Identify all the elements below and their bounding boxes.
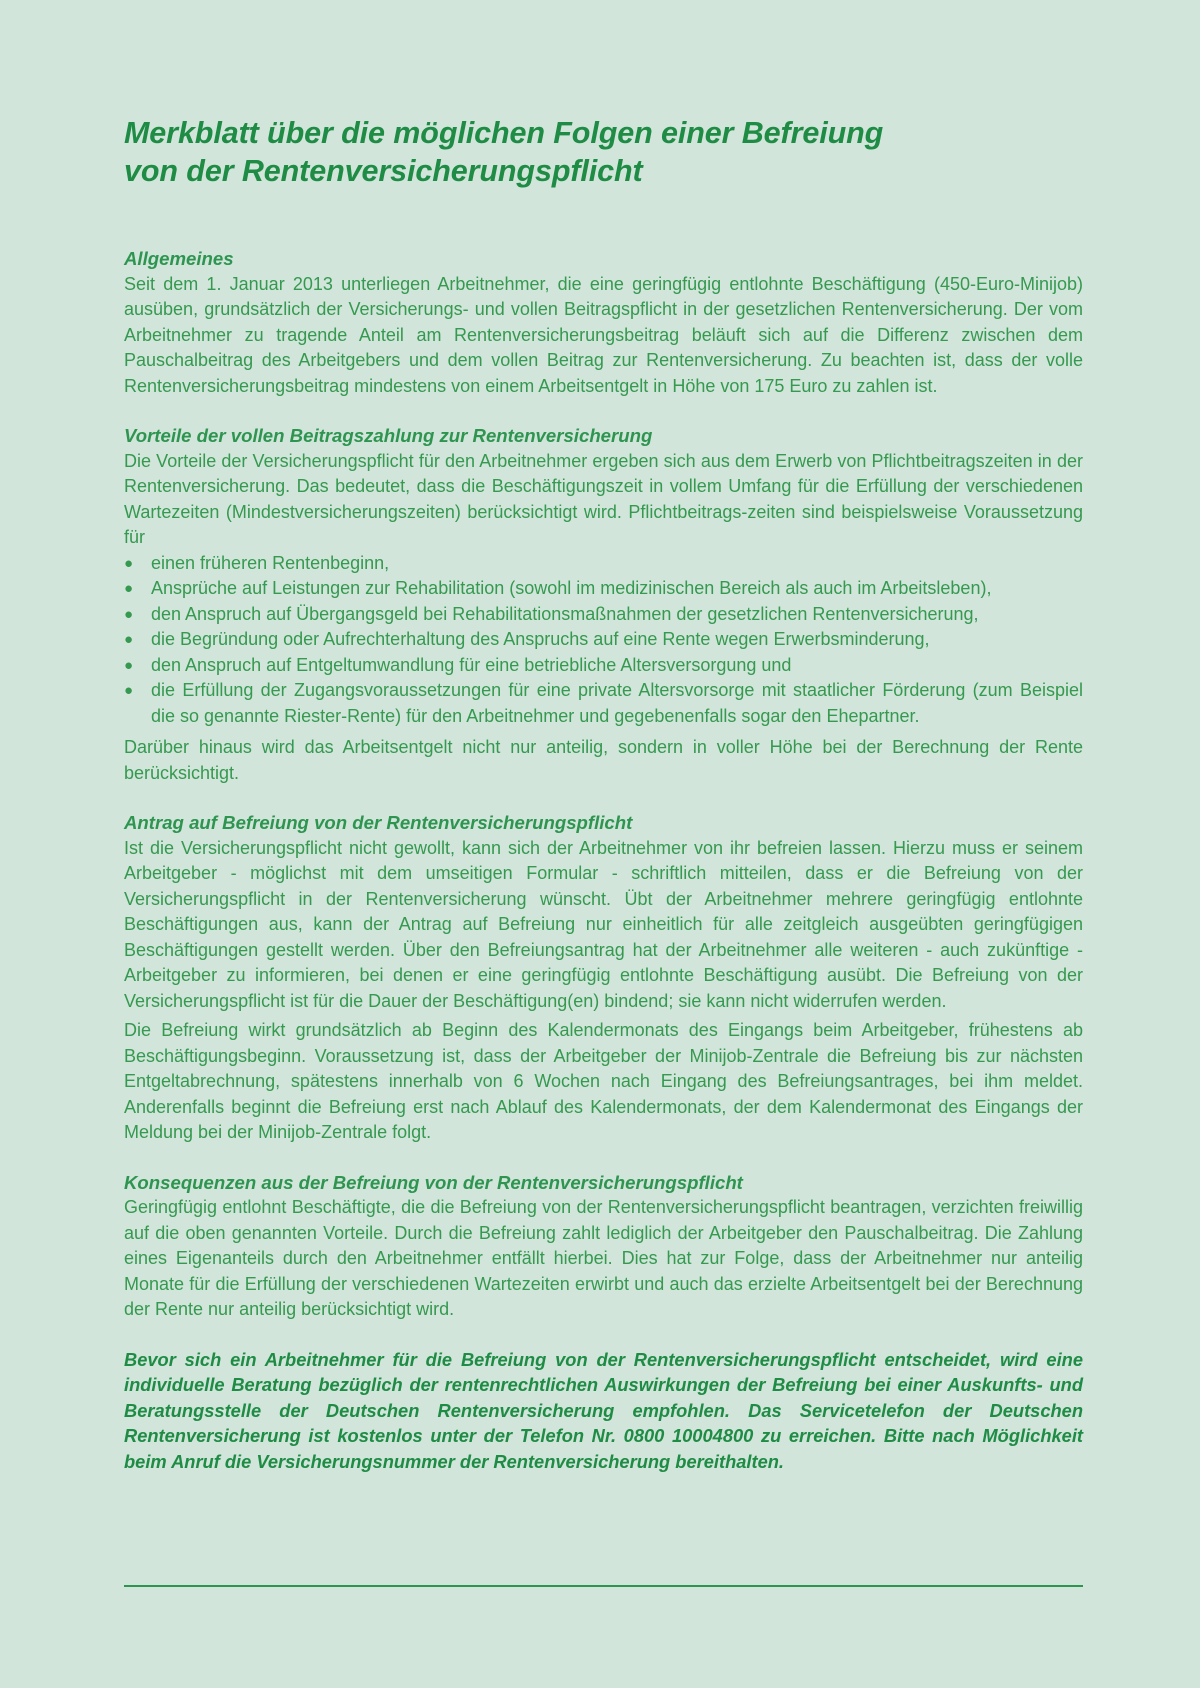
paragraph-vorteile-intro: Die Vorteile der Versicherungspflicht für den Arbeitnehmer ergeben sich aus dem Erwerb von Pflichtbeitragszeiten in der Rentenversicherung. Das bedeutet, dass die Beschäftigungszeit in vollem Umfang für die Erfüllung der verschiedenen Wartezeiten (Mindestversicherungszeiten) berücksichtigt wird. Pflichtbeitrags-zeiten sind beispielsweise Voraussetzung für <box>124 450 1083 547</box>
list-item <box>124 627 1083 653</box>
paragraph-allgemeines: Seit dem 1. Januar 2013 unterliegen Arbeitnehmer, die eine geringfügig entlohnte Beschäftigung (450-Euro-Minijob) ausüben, grundsätzlich der Versicherungs- und vollen Beitragspflicht in der gesetzlichen Rentenversicherung. Der vom Arbeitnehmer zu tragende Anteil am Rentenversicherungsbeitrag beläuft sich auf die Differenz zwischen dem Pauschalbeitrag des Arbeitgebers und dem vollen Beitrag zur Rentenversicherung. Zu beachten ist, dass der volle Rentenversicherungsbeitrag mindestens von einem Arbeitsentgelt in Höhe von 175 Euro zu zahlen ist. <box>124 273 1083 396</box>
list-item-text: die Begründung oder Aufrechterhaltung des Anspruchs auf eine Rente wegen Erwerbsminderung, <box>151 629 930 649</box>
list-item-text: einen früheren Rentenbeginn, <box>151 552 390 573</box>
page-title <box>124 114 1083 190</box>
list-item-text: Ansprüche auf Leistungen zur Rehabilitation (sowohl im medizinischen Bereich als auch im Arbeitsleben), <box>151 578 992 598</box>
bullet-icon: ● <box>124 554 134 572</box>
list-item <box>124 602 1083 628</box>
section-vorteile <box>124 423 1083 786</box>
section-hinweis <box>124 1347 1083 1475</box>
section-heading-konsequenzen: Konsequenzen aus der Befreiung von der Rentenversicherungspflicht <box>124 1171 743 1193</box>
bullet-icon: ● <box>124 631 134 648</box>
bullet-icon: ● <box>124 656 134 674</box>
list-item <box>124 551 1083 577</box>
list-item <box>124 576 1083 602</box>
vorteile-bullet-list <box>124 551 1083 730</box>
paragraph-antrag-1: Ist die Versicherungspflicht nicht gewollt, kann sich der Arbeitnehmer von ihr befreien lassen. Hierzu muss er seinem Arbeitgeber - möglichst mit dem umseitigen Formular - schriftlich mitteilen, dass er die Befreiung von der Versicherungspflicht in der Rentenversicherung wünscht. Übt der Arbeitnehmer mehrere geringfügig entlohnte Beschäftigungen aus, kann der Antrag auf Befreiung nur einheitlich für alle zeitgleich ausgeübten geringfügigen Beschäftigungen gestellt werden. Über den Befreiungsantrag hat der Arbeitnehmer alle weiteren - auch zukünftige - Arbeitgeber zu informieren, bei denen er eine geringfügig entlohnte Beschäftigung ausübt. Die Befreiung von der Versicherungspflicht ist für die Dauer der Beschäftigung(en) bindend; sie kann nicht widerrufen werden. <box>124 837 1083 1011</box>
bullet-icon: ● <box>124 682 134 699</box>
list-item-text: die Erfüllung der Zugangsvoraussetzungen für eine private Altersvorsorge mit staatlicher Förderung (zum Beispiel die so genannte Riester-Rente) für den Arbeitnehmer und gegebenenfalls sogar den Ehepartner. <box>151 680 1083 726</box>
section-konsequenzen <box>124 1170 1083 1323</box>
section-antrag <box>124 810 1083 1146</box>
list-item-text: den Anspruch auf Entgeltumwandlung für eine betriebliche Altersversorgung und <box>151 654 792 675</box>
section-allgemeines <box>124 246 1083 399</box>
list-item <box>124 653 1083 679</box>
title-line-2: von der Rentenversicherungspflicht <box>124 154 643 188</box>
paragraph-vorteile-outro: Darüber hinaus wird das Arbeitsentgelt nicht nur anteilig, sondern in voller Höhe bei der Berechnung der Rente berücksichtigt. <box>124 737 1083 783</box>
list-item <box>124 678 1083 729</box>
section-heading-allgemeines: Allgemeines <box>124 248 234 269</box>
bullet-icon: ● <box>124 580 134 597</box>
list-item-text: den Anspruch auf Übergangsgeld bei Rehabilitationsmaßnahmen der gesetzlichen Rentenversicherung, <box>151 603 979 624</box>
paragraph-beratung-hinweis: Bevor sich ein Arbeitnehmer für die Befreiung von der Rentenversicherungspflicht entscheidet, wird eine individuelle Beratung bezüglich der rentenrechtlichen Auswirkungen der Befreiung bei einer Auskunfts- und Beratungsstelle der Deutschen Rentenversicherung empfohlen. Das Servicetelefon der Deutschen Rentenversicherung ist kostenlos unter der Telefon Nr. 0800 10004800 zu erreichen. Bitte nach Möglichkeit beim Anruf die Versicherungsnummer der Rentenversicherung bereithalten. <box>124 1348 1083 1472</box>
paragraph-konsequenzen: Geringfügig entlohnt Beschäftigte, die die Befreiung von der Rentenversicherungspflicht beantragen, verzichten freiwillig auf die oben genannten Vorteile. Durch die Befreiung zahlt lediglich der Arbeitgeber den Pauschalbeitrag. Die Zahlung eines Eigenanteils durch den Arbeitnehmer entfällt hierbei. Dies hat zur Folge, dass der Arbeitnehmer nur anteilig Monate für die Erfüllung der verschiedenen Wartezeiten erwirbt und auch das erzielte Arbeitsentgelt bei der Berechnung der Rente nur anteilig berücksichtigt wird. <box>124 1197 1083 1319</box>
title-line-1: Merkblatt über die möglichen Folgen einer Befreiung <box>124 116 884 150</box>
paragraph-antrag-2: Die Befreiung wirkt grundsätzlich ab Beginn des Kalendermonats des Eingangs beim Arbeitgeber, frühestens ab Beschäftigungsbeginn. Voraussetzung ist, dass der Arbeitgeber der Minijob-Zentrale die Befreiung bis zur nächsten Entgeltabrechnung, spätestens innerhalb von 6 Wochen nach Eingang des Befreiungsantrages, bei ihm meldet. Anderenfalls beginnt die Befreiung erst nach Ablauf des Kalendermonats, der dem Kalendermonat des Eingangs der Meldung bei der Minijob-Zentrale folgt. <box>124 1020 1083 1142</box>
section-heading-vorteile: Vorteile der vollen Beitragszahlung zur Rentenversicherung <box>124 425 653 446</box>
bottom-divider <box>124 1585 1083 1587</box>
section-heading-antrag: Antrag auf Befreiung von der Rentenversicherungspflicht <box>124 812 633 833</box>
bullet-icon: ● <box>124 605 134 623</box>
